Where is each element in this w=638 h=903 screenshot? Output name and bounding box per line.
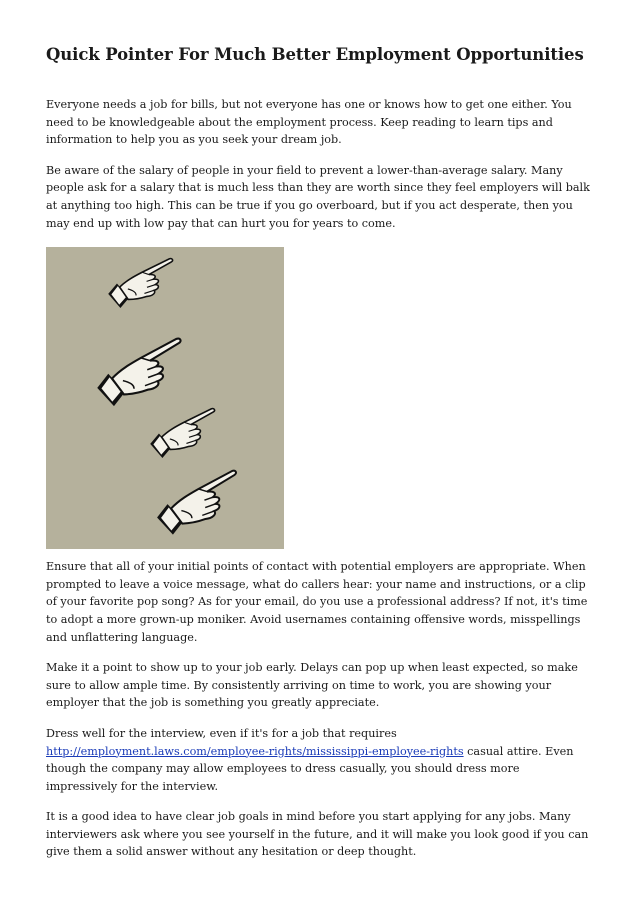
hand-2 (91, 338, 194, 410)
paragraph-goals: It is a good idea to have clear job goals in mind before you start applying for any jobs. Many interviewers ask where you see yourself in the future, and it will make you look good if you can give them a solid answer without any hesitation or deep thought. (46, 810, 589, 859)
paragraph-contact: Ensure that all of your initial points of contact with potential employers are appropriate. When prompted to leave a voice message, what do callers hear: your name and instructions, or a clip of your favorite pop song? As for your email, do you use a professional address? If not, it's time to adopt a more grown-up moniker. Avoid usernames containing offensive words, misspellings and unflattering language. (46, 560, 588, 644)
paragraph-dress (46, 725, 592, 795)
pointing-hands-icon (46, 247, 284, 549)
dress-text-before: Dress well for the interview, even if it's for a job that requires (46, 726, 397, 740)
paragraph-intro: Everyone needs a job for bills, but not everyone has one or knows how to get one either. You need to be knowledgeable about the employment process. Keep reading to learn tips and information to help you as you seek your dream job. (46, 98, 572, 147)
pointing-hands-image (46, 247, 284, 549)
page-title: Quick Pointer For Much Better Employment Opportunities (46, 45, 584, 64)
paragraph-salary: Be aware of the salary of people in your field to prevent a lower-than-average salary. Many people ask for a salary that is much less than they are worth since they feel employers will balk at anything too high. This can be true if you go overboard, but if you act desperate, then you may end up with low pay that can hurt you for years to come. (46, 163, 590, 230)
employee-rights-link[interactable]: http://employment.laws.com/employee-rights/mississippi-employee-rights (46, 744, 464, 758)
paragraph-early: Make it a point to show up to your job early. Delays can pop up when least expected, so make sure to allow ample time. By consistently arriving on time to work, you are showing your employer that the job is something you greatly appreciate. (46, 661, 578, 710)
hand-1 (104, 258, 182, 310)
document-page (46, 44, 592, 874)
dress-text-after: casual attire. Even though the company may allow employees to dress casually, you should dress more impressively for the interview. (46, 744, 574, 793)
hand-4 (151, 470, 249, 538)
hand-3 (146, 408, 224, 460)
